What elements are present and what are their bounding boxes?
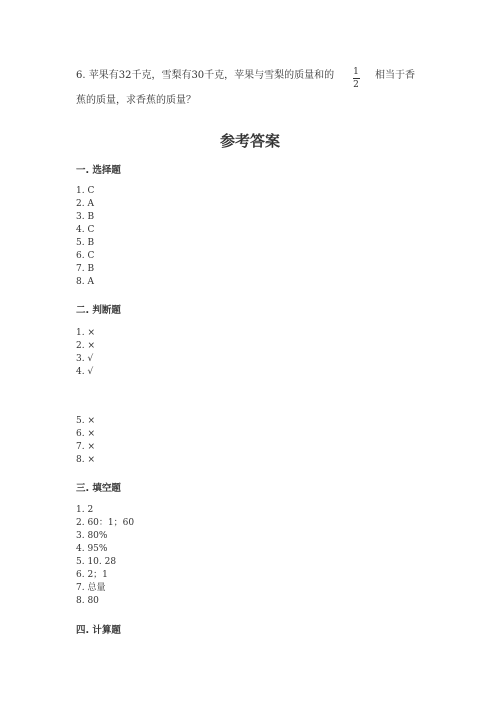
answer-item: 8. A <box>76 277 94 287</box>
fraction-bar <box>353 78 360 79</box>
answer-item: 1. 2 <box>76 505 94 515</box>
fraction-one-half <box>350 67 362 90</box>
answer-item: 5. 10. 28 <box>76 557 117 567</box>
answer-item: 5. × <box>76 416 95 426</box>
answer-key-title: 参考答案 <box>219 132 280 150</box>
section-heading-fill: 三. 填空题 <box>76 483 121 494</box>
question-6-text-cont: 相当于香 <box>375 70 415 81</box>
answer-item: 6. C <box>76 251 95 261</box>
question-6-text: 6. 苹果有32千克，雪梨有30千克，苹果与雪梨的质量和的 <box>76 70 335 81</box>
answer-item: 4. 95% <box>76 544 108 554</box>
answer-item: 2. A <box>76 199 94 209</box>
answer-item: 5. B <box>76 238 95 248</box>
answer-item: 2. 60：1；60 <box>76 518 135 528</box>
answer-item: 7. B <box>76 264 95 274</box>
answer-item: 3. 80% <box>76 531 108 541</box>
answer-item: 7. × <box>76 442 95 452</box>
question-6-line-2: 蕉的质量，求香蕉的质量？ <box>76 95 196 106</box>
answer-item: 4. C <box>76 225 95 235</box>
answer-item: 1. × <box>76 328 95 338</box>
answer-item: 6. 2；1 <box>76 570 108 580</box>
answer-item: 8. × <box>76 455 95 465</box>
answer-item: 6. × <box>76 429 95 439</box>
answer-item: 4. √ <box>76 367 94 377</box>
answer-item: 3. √ <box>76 354 94 364</box>
fraction-numerator: 1 <box>353 67 359 77</box>
answer-item: 8. 80 <box>76 596 99 606</box>
answer-item: 1. C <box>76 186 95 196</box>
section-heading-choice: 一. 选择题 <box>76 165 121 176</box>
answer-item: 7. 总量 <box>76 583 106 593</box>
section-heading-calc: 四. 计算题 <box>76 625 121 636</box>
answer-item: 2. × <box>76 341 95 351</box>
answer-item: 3. B <box>76 212 95 222</box>
section-heading-judge: 二. 判断题 <box>76 305 121 316</box>
fraction-denominator: 2 <box>353 80 359 90</box>
